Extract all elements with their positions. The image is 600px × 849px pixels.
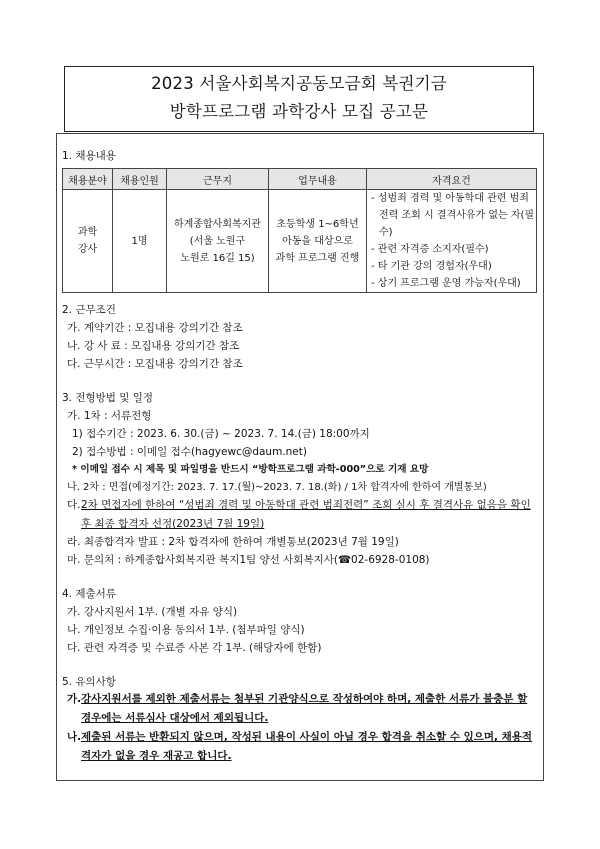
duties-line: 아동을 대상으로 xyxy=(282,235,353,247)
duties-line: 과학 프로그램 진행 xyxy=(275,252,360,264)
selection-step-3-label: 다. xyxy=(67,499,81,511)
workplace-line: 하계종합사회복지관 xyxy=(174,218,261,230)
work-condition-item: 가. 계약기간 : 모집내용 강의기간 참조 xyxy=(67,322,243,334)
col-header-workplace: 근무지 xyxy=(167,169,269,190)
title-line-2: 방학프로그램 과학강사 모집 공고문 xyxy=(169,102,429,121)
section-4-heading: 4. 제출서류 xyxy=(62,588,116,600)
selection-step-2: 나. 2차 : 면접(예정기간: 2023. 7. 17.(월)~2023. 7. 18.(화) / 1차 합격자에 한하여 개별통보) xyxy=(67,482,487,493)
duties-line: 초등학생 1~6학년 xyxy=(276,218,359,230)
selection-step-3-text: 2차 면접자에 한하여 “성범죄 경력 및 아동학대 관련 범죄전력” 조회 실시 후 결격사유 없음을 확인 후 최종 합격자 선정(2023년 7월 19일) xyxy=(81,499,531,530)
workplace-line: 노원로 16길 15) xyxy=(180,252,255,264)
col-header-duties: 업무내용 xyxy=(269,169,367,190)
document-item: 가. 강사지원서 1부. (개별 자유 양식) xyxy=(67,606,238,618)
work-condition-item: 다. 근무시간 : 모집내용 강의기간 참조 xyxy=(67,358,243,370)
application-period: 1) 접수기간 : 2023. 6. 30.(금) ~ 2023. 7. 14.(금) 18:00까지 xyxy=(72,428,370,440)
title-line-1: 2023 서울사회복지공동모금회 복권기금 xyxy=(151,74,447,93)
section-3-heading: 3. 전형방법 및 일정 xyxy=(62,392,154,404)
notice-item-1 xyxy=(67,690,537,728)
title-box xyxy=(64,66,534,132)
section-5-heading: 5. 유의사항 xyxy=(62,676,116,688)
cell-workplace xyxy=(167,190,269,293)
notice-item-2 xyxy=(67,728,537,766)
selection-step-5: 마. 문의처 : 하계종합사회복지관 복지1팀 양선 사회복지사(☎02-6928-0108) xyxy=(67,554,430,566)
cell-count: 1명 xyxy=(113,190,167,293)
col-header-qualifications: 자격요건 xyxy=(367,169,537,190)
work-condition-item: 나. 강 사 료 : 모집내용 강의기간 참조 xyxy=(67,340,240,352)
notice-item-2-label: 나. xyxy=(67,731,82,743)
qualification-item: - 성범죄 경력 및 아동학대 관련 범죄 전력 조회 시 결격사유가 없는 자(필수) xyxy=(371,193,535,238)
notice-item-1-label: 가. xyxy=(67,693,82,705)
cell-qualifications xyxy=(367,190,537,293)
qualification-item: - 상기 프로그램 운영 가능자(우대) xyxy=(371,278,521,289)
selection-step-4: 라. 최종합격자 발표 : 2차 합격자에 한하여 개별통보(2023년 7월 19일) xyxy=(67,536,399,548)
col-header-count: 채용인원 xyxy=(113,169,167,190)
cell-duties xyxy=(269,190,367,293)
selection-step-1: 가. 1차 : 서류전형 xyxy=(67,410,152,422)
table-row xyxy=(63,190,537,293)
notice-item-2-text: 제출된 서류는 반환되지 않으며, 작성된 내용이 사실이 아닐 경우 합격을 취소할 수 있으며, 채용적격자가 없을 경우 재공고 합니다. xyxy=(81,731,533,762)
qualification-item: - 타 기관 강의 경험자(우대) xyxy=(371,261,492,272)
application-method: 2) 접수방법 : 이메일 접수(hagyewc@daum.net) xyxy=(72,446,307,458)
col-header-field: 채용분야 xyxy=(63,169,113,190)
notice-item-1-text: 강사지원서를 제외한 제출서류는 첨부된 기관양식으로 작성하여야 하며, 제출한 서류가 불충분 할 경우에는 서류심사 대상에서 제외됩니다. xyxy=(81,693,528,724)
cell-field: 과학 강사 xyxy=(63,190,113,293)
section-1-heading: 1. 채용내용 xyxy=(62,150,116,162)
section-2-heading: 2. 근무조건 xyxy=(62,304,116,316)
workplace-line: (서울 노원구 xyxy=(189,235,246,247)
recruitment-table xyxy=(62,168,537,293)
table-header-row xyxy=(63,169,537,190)
document-item: 다. 관련 자격증 및 수료증 사본 각 1부. (해당자에 한함) xyxy=(67,642,322,654)
selection-step-3 xyxy=(67,496,537,534)
qualification-item: - 관련 자격증 소지자(필수) xyxy=(371,244,489,255)
email-notice: * 이메일 접수 시 제목 및 파일명을 반드시 “방학프로그램 과학-000”으로 기재 요망 xyxy=(72,464,429,475)
document-item: 나. 개인정보 수집·이용 동의서 1부. (첨부파일 양식) xyxy=(67,624,305,636)
